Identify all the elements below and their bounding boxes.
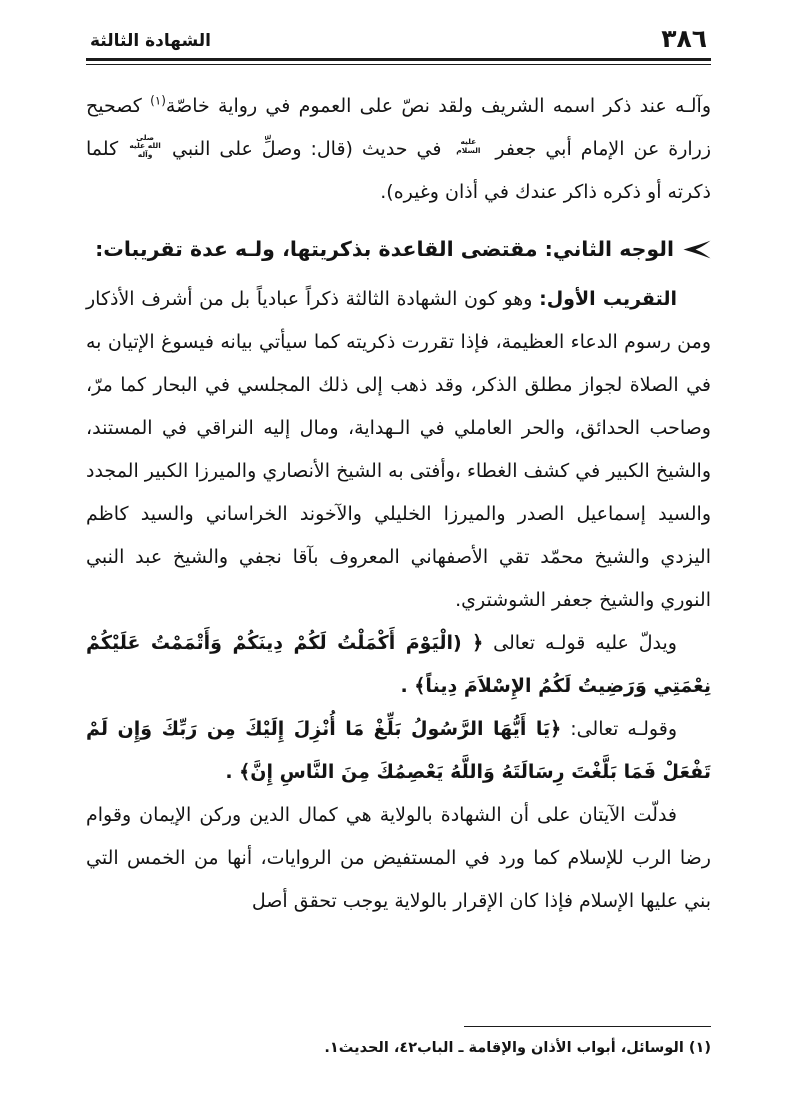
verse1-intro: ويدلّ عليه قولـه تعالى bbox=[493, 632, 677, 654]
taqrib-label: التقريب الأول: bbox=[539, 288, 677, 310]
intro-line1: وآلـه عند ذكر اسمه الشريف ولقد نصّ على العموم في رواية خاصّة bbox=[165, 95, 711, 117]
paragraph-continuation bbox=[86, 85, 711, 214]
salla-allah-ligature-icon: صلى الله عليه وآله bbox=[129, 132, 161, 159]
page-header bbox=[86, 26, 711, 51]
page-body bbox=[86, 85, 711, 923]
verse2-quran-text: ﴿يَا أَيُّهَا الرَّسُولُ بَلِّغْ مَا أُنْزِلَ إِلَيْكَ مِن رَبِّكَ وَإِن لَمْ تَفْعَلْ فَمَا بَلَّغْتَ رِسَالَتَهُ وَاللَّهُ يَعْصِمُكَ مِنَ النَّاسِ إِنَّ﴾ . bbox=[86, 718, 711, 783]
footnote-separator-rule bbox=[464, 1026, 711, 1027]
paragraph-closing: فدلّت الآيتان على أن الشهادة بالولاية هي كمال الدين وركن الإيمان وقوام رضا الرب للإسلام كما ورد في المستفيض من الروايات، أنها من الخمس التي بني عليها الإسلام فإذا كان الإقرار بالولاية يوجب تحقق أصل bbox=[86, 804, 711, 912]
section-marker-arrow-icon bbox=[683, 240, 711, 259]
verse2-intro: وقولـه تعالى: bbox=[570, 718, 677, 740]
section-heading bbox=[86, 229, 711, 269]
intro-line2-after: في حديث (قال: وصلِّ على النبي bbox=[172, 138, 442, 160]
paragraph-verse-1 bbox=[86, 622, 711, 708]
section-heading-text: الوجه الثاني: مقتضى القاعدة بذكريتها، ولـه عدة تقريبات: bbox=[95, 237, 674, 261]
alayhi-salam-ligature-icon: عليه السلام bbox=[456, 137, 481, 155]
verse1-quran-text: ﴿ (الْيَوْمَ أَكْمَلْتُ لَكُمْ دِينَكُمْ وَأَتْمَمْتُ عَلَيْكُمْ نِعْمَتِي وَرَضِيتُ لَكُمُ الإِسْلاَمَ دِيناً﴾ . bbox=[86, 632, 711, 697]
paragraph-taqrib bbox=[86, 278, 711, 622]
paragraph-verse-2 bbox=[86, 708, 711, 794]
intro-line2-before: كصحيح زرارة عن الإمام أبي جعفر bbox=[86, 95, 712, 160]
footnote-text: (١) الوسائل، أبواب الأذان والإقامة ـ الباب٤٢، الحديث١. bbox=[324, 1040, 711, 1056]
header-double-rule bbox=[86, 58, 711, 65]
footnote-ref-1: (١) bbox=[150, 93, 166, 108]
intro-line3: كلما ذكرته أو ذكره ذاكر عندك في أذان وغيره). bbox=[86, 138, 711, 203]
footnote-area bbox=[86, 1026, 711, 1059]
page-number: ٣٨٦ bbox=[661, 24, 707, 53]
running-title: الشهادة الثالثة bbox=[90, 31, 211, 51]
taqrib-body: وهو كون الشهادة الثالثة ذكراً عبادياً بل من أشرف الأذكار ومن رسوم الدعاء العظيمة، فإذا تقررت ذكريته كما سيأتي بيانه فيسوغ الإتيان به في الصلاة لجواز مطلق الذكر، وقد ذهب إلى ذلك المجلسي في البحار كما مرّ، وصاحب الحدائق، والحر العاملي في الـهداية، ومال إليه النراقي في المستند، والشيخ الكبير في كشف الغطاء ،وأفتى به الشيخ الأنصاري والميرزا الكبير المجدد والسيد إسماعيل الصدر والميرزا الخليلي والآخوند الخراساني والسيد كاظم اليزدي والشيخ محمّد تقي الأصفهاني المعروف بآقا نجفي والشيخ عبد النبي النوري والشيخ جعفر الشوشتري. bbox=[86, 288, 711, 611]
